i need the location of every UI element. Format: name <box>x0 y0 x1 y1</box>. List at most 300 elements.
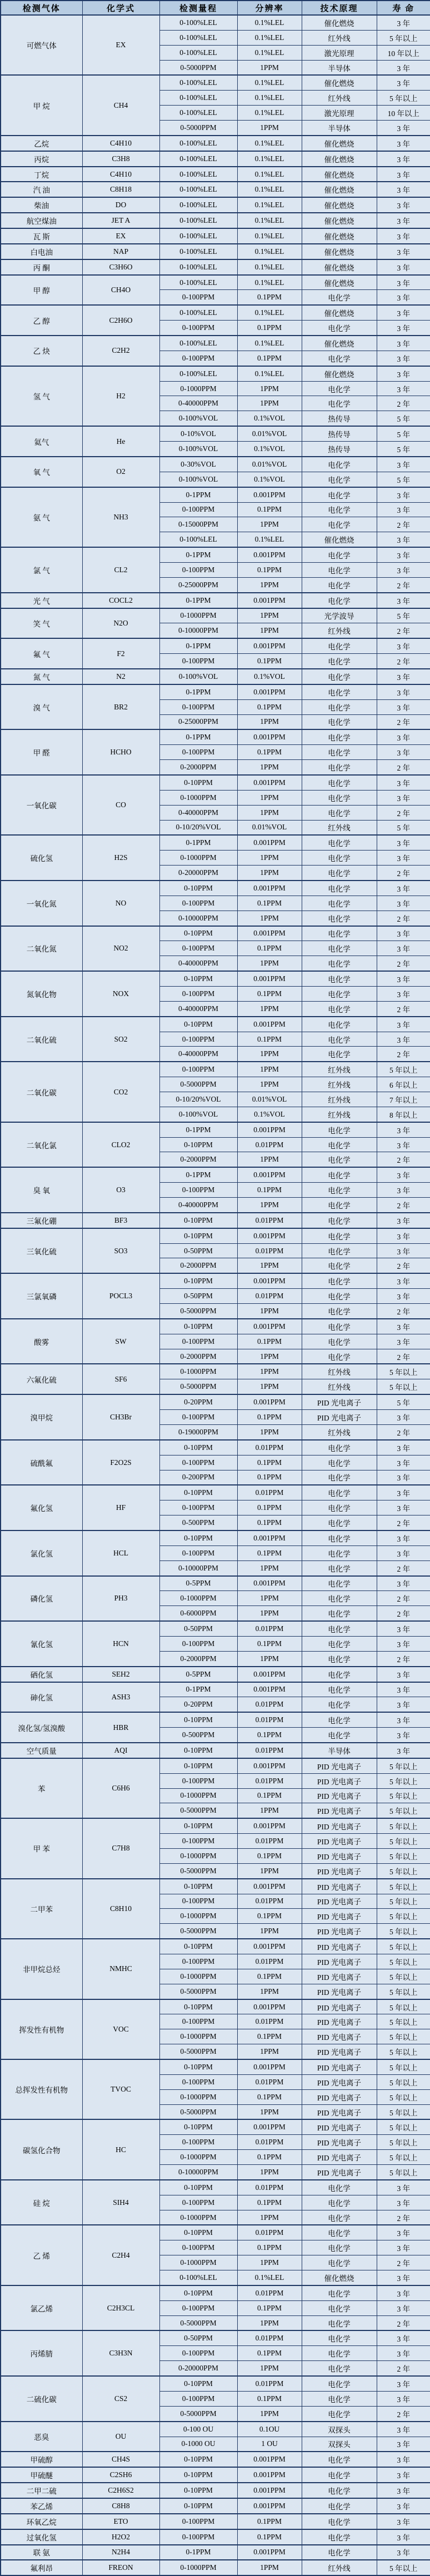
range-cell: 0-1000PPM <box>159 1909 237 1924</box>
resolution-cell: 0.001PPM <box>237 1228 302 1243</box>
gas-name-cell: 二氧化碳 <box>1 1062 82 1122</box>
gas-name-cell: 乙 炔 <box>1 336 82 366</box>
principle-cell: 电化学 <box>302 1440 377 1455</box>
range-cell: 0-50PPM <box>159 2330 237 2345</box>
lifespan-cell: 3 年 <box>377 1697 430 1712</box>
resolution-cell: 0.01PPM <box>237 1743 302 1758</box>
lifespan-cell: 3 年 <box>377 971 430 986</box>
principle-cell: 电化学 <box>302 1530 377 1545</box>
lifespan-cell: 3 年 <box>377 745 430 760</box>
lifespan-cell: 2 年 <box>377 654 430 669</box>
formula-cell: SIH4 <box>82 2180 159 2225</box>
gas-name-cell: 六氟化硫 <box>1 1364 82 1394</box>
gas-name-cell: 三氟化硼 <box>1 1213 82 1228</box>
resolution-cell: 0.01PPM <box>237 2225 302 2240</box>
resolution-cell: 0.1PPM <box>237 654 302 669</box>
resolution-cell: 0.01%VOL <box>237 426 302 441</box>
resolution-cell: 0.001PPM <box>237 1394 302 1409</box>
principle-cell: PID 光电离子 <box>302 2165 377 2180</box>
lifespan-cell: 2 年 <box>377 1515 430 1530</box>
lifespan-cell: 3 年 <box>377 1137 430 1152</box>
resolution-cell: 1PPM <box>237 1924 302 1939</box>
formula-cell: BF3 <box>82 1213 159 1228</box>
principle-cell: 电化学 <box>302 2376 377 2391</box>
principle-cell: 电化学 <box>302 1545 377 1560</box>
lifespan-cell: 2 年 <box>377 1606 430 1621</box>
range-cell: 0-1000PPM <box>159 1591 237 1606</box>
range-cell: 0-10PPM <box>159 1485 237 1500</box>
resolution-cell: 1PPM <box>237 381 302 396</box>
header-gas: 检测气体 <box>1 1 82 15</box>
resolution-cell: 1PPM <box>237 2104 302 2119</box>
principle-cell: 电化学 <box>302 2300 377 2315</box>
principle-cell: 电化学 <box>302 1621 377 1636</box>
formula-cell: CH3Br <box>82 1394 159 1440</box>
principle-cell: 电化学 <box>302 381 377 396</box>
range-cell: 0-10PPM <box>159 2483 237 2498</box>
table-row <box>1 638 430 653</box>
resolution-cell: 0.001PPM <box>237 1682 302 1697</box>
range-cell: 0-1000PPM <box>159 1848 237 1863</box>
range-cell: 0-10PPM <box>159 1530 237 1545</box>
principle-cell: 电化学 <box>302 956 377 971</box>
gas-name-cell: 氢 气 <box>1 366 82 426</box>
resolution-cell: 0.1PPM <box>237 290 302 305</box>
lifespan-cell: 3 年 <box>377 1743 430 1758</box>
formula-cell: HC <box>82 2119 159 2179</box>
resolution-cell: 0.001PPM <box>237 2119 302 2134</box>
range-cell: 0-100%LEL <box>159 213 237 228</box>
lifespan-cell: 2 年 <box>377 623 430 638</box>
range-cell: 0-100PPM <box>159 1455 237 1470</box>
resolution-cell: 1PPM <box>237 911 302 926</box>
formula-cell: OU <box>82 2422 159 2452</box>
range-cell: 0-100PPM <box>159 1334 237 1349</box>
resolution-cell: 0.1%LEL <box>237 366 302 381</box>
lifespan-cell: 2 年 <box>377 2315 430 2330</box>
lifespan-cell: 3 年 <box>377 562 430 577</box>
formula-cell: C8H18 <box>82 182 159 197</box>
range-cell: 0-5PPM <box>159 1576 237 1591</box>
lifespan-cell: 3 年 <box>377 1334 430 1349</box>
resolution-cell: 0.001PPM <box>237 2498 302 2514</box>
lifespan-cell: 3 年 <box>377 1621 430 1636</box>
lifespan-cell: 5 年以上 <box>377 1788 430 1803</box>
resolution-cell: 0.001PPM <box>237 1818 302 1833</box>
gas-name-cell: 碳氢化合物 <box>1 2119 82 2179</box>
lifespan-cell: 3 年 <box>377 1470 430 1485</box>
lifespan-cell: 2 年 <box>377 2361 430 2376</box>
lifespan-cell: 3 年 <box>377 321 430 336</box>
principle-cell: PID 光电离子 <box>302 1394 377 1409</box>
formula-cell: C2H2 <box>82 336 159 366</box>
table-row <box>1 228 430 244</box>
range-cell: 0-10PPM <box>159 2285 237 2300</box>
lifespan-cell: 2 年 <box>377 1349 430 1364</box>
principle-cell: PID 光电离子 <box>302 1834 377 1849</box>
table-row <box>1 1621 430 1636</box>
lifespan-cell: 3 年 <box>377 75 430 90</box>
formula-cell: AQI <box>82 1743 159 1758</box>
resolution-cell: 0.001PPM <box>237 638 302 653</box>
principle-cell: 电化学 <box>302 1213 377 1228</box>
resolution-cell: 1PPM <box>237 1424 302 1439</box>
range-cell: 0-100PPM <box>159 2346 237 2361</box>
principle-cell: 激光原理 <box>302 45 377 60</box>
lifespan-cell: 3 年 <box>377 2498 430 2514</box>
range-cell: 0-5000PPM <box>159 1924 237 1939</box>
lifespan-cell: 3 年 <box>377 851 430 866</box>
range-cell: 0-1PPM <box>159 684 237 699</box>
principle-cell: 催化燃烧 <box>302 15 377 30</box>
resolution-cell: 0.1PPM <box>237 745 302 760</box>
resolution-cell: 0.1%VOL <box>237 472 302 487</box>
table-row <box>1 608 430 623</box>
formula-cell: C8H10 <box>82 1879 159 1939</box>
lifespan-cell: 3 年 <box>377 60 430 75</box>
range-cell: 0-10PPM <box>159 1743 237 1758</box>
gas-name-cell: 溴化氢/氢溴酸 <box>1 1712 82 1743</box>
gas-name-cell: 二氧化氮 <box>1 926 82 972</box>
resolution-cell: 0.1PPM <box>237 2150 302 2165</box>
lifespan-cell: 3 年 <box>377 941 430 956</box>
lifespan-cell: 5 年 <box>377 608 430 623</box>
range-cell: 0-100PPM <box>159 896 237 911</box>
formula-cell: CLO2 <box>82 1122 159 1168</box>
lifespan-cell: 3 年 <box>377 2452 430 2467</box>
range-cell: 0-10PPM <box>159 1440 237 1455</box>
range-cell: 0-100PPM <box>159 321 237 336</box>
range-cell: 0-2000PPM <box>159 1258 237 1273</box>
principle-cell: 电化学 <box>302 1560 377 1575</box>
range-cell: 0-100PPM <box>159 351 237 366</box>
table-row <box>1 213 430 228</box>
gas-name-cell: 瓦 斯 <box>1 228 82 244</box>
lifespan-cell: 3 年 <box>377 1728 430 1743</box>
resolution-cell: 0.1%LEL <box>237 228 302 244</box>
gas-name-cell: 笑 气 <box>1 608 82 639</box>
lifespan-cell: 2 年 <box>377 1198 430 1213</box>
resolution-cell: 1PPM <box>237 2406 302 2421</box>
formula-cell: SW <box>82 1319 159 1364</box>
gas-name-cell: 二甲二硫 <box>1 2483 82 2498</box>
lifespan-cell: 5 年 <box>377 820 430 835</box>
range-cell: 0-1000PPM <box>159 790 237 805</box>
principle-cell: 红外线 <box>302 1062 377 1077</box>
resolution-cell: 0.1PPM <box>237 2391 302 2406</box>
table-row <box>1 2285 430 2300</box>
resolution-cell: 0.001PPM <box>237 971 302 986</box>
lifespan-cell: 3 年 <box>377 1500 430 1515</box>
table-row <box>1 2180 430 2195</box>
range-cell: 0-10PPM <box>159 1228 237 1243</box>
range-cell: 0-40000PPM <box>159 1047 237 1062</box>
range-cell: 0-1000PPM <box>159 381 237 396</box>
resolution-cell: 0.01PPM <box>237 1834 302 1849</box>
lifespan-cell: 2 年 <box>377 1258 430 1273</box>
lifespan-cell: 3 年 <box>377 1243 430 1258</box>
range-cell: 0-10000PPM <box>159 1560 237 1575</box>
lifespan-cell: 3 年 <box>377 2270 430 2285</box>
range-cell: 0-10/20%VOL <box>159 1092 237 1107</box>
range-cell: 0-1000PPM <box>159 2150 237 2165</box>
resolution-cell: 0.1PPM <box>237 1032 302 1047</box>
range-cell: 0-5000PPM <box>159 2104 237 2119</box>
lifespan-cell: 3 年 <box>377 121 430 136</box>
resolution-cell: 0.1%VOL <box>237 669 302 684</box>
lifespan-cell: 3 年 <box>377 1545 430 1560</box>
lifespan-cell: 3 年 <box>377 638 430 653</box>
resolution-cell: 0.001PPM <box>237 2483 302 2498</box>
principle-cell: 半导体 <box>302 60 377 75</box>
lifespan-cell: 5 年以上 <box>377 1848 430 1863</box>
lifespan-cell: 2 年 <box>377 956 430 971</box>
lifespan-cell: 3 年 <box>377 2300 430 2315</box>
lifespan-cell: 3 年 <box>377 275 430 290</box>
resolution-cell: 0.1%LEL <box>237 45 302 60</box>
lifespan-cell: 3 年 <box>377 151 430 167</box>
resolution-cell: 1PPM <box>237 790 302 805</box>
resolution-cell: 0.001PPM <box>237 1939 302 1954</box>
table-row <box>1 1879 430 1894</box>
principle-cell: 电化学 <box>302 911 377 926</box>
range-cell: 0-1000PPM <box>159 1969 237 1984</box>
principle-cell: 红外线 <box>302 30 377 45</box>
principle-cell: 电化学 <box>302 1591 377 1606</box>
formula-cell: HF <box>82 1485 159 1530</box>
lifespan-cell: 3 年 <box>377 1440 430 1455</box>
lifespan-cell: 2 年 <box>377 1591 430 1606</box>
principle-cell: 电化学 <box>302 1032 377 1047</box>
table-row <box>1 336 430 351</box>
lifespan-cell: 3 年 <box>377 896 430 911</box>
gas-name-cell: 氯 气 <box>1 547 82 593</box>
gas-name-cell: 乙烷 <box>1 136 82 151</box>
table-row <box>1 1017 430 1032</box>
range-cell: 0-100%LEL <box>159 228 237 244</box>
principle-cell: 电化学 <box>302 941 377 956</box>
resolution-cell: 0.1PPM <box>237 1636 302 1651</box>
principle-cell: 催化燃烧 <box>302 213 377 228</box>
principle-cell: 红外线 <box>302 623 377 638</box>
resolution-cell: 1PPM <box>237 2560 302 2575</box>
lifespan-cell: 3 年 <box>377 457 430 472</box>
lifespan-cell: 3 年 <box>377 213 430 228</box>
range-cell: 0-1000PPM <box>159 2560 237 2575</box>
principle-cell: PID 光电离子 <box>302 1999 377 2014</box>
resolution-cell: 1PPM <box>237 517 302 532</box>
lifespan-cell: 5 年 <box>377 426 430 441</box>
resolution-cell: 0.1PPM <box>237 1545 302 1560</box>
formula-cell: H2O2 <box>82 2529 159 2545</box>
table-row <box>1 305 430 320</box>
formula-cell: H2S <box>82 835 159 881</box>
lifespan-cell: 3 年 <box>377 244 430 259</box>
principle-cell: 电化学 <box>302 987 377 1002</box>
resolution-cell: 0.001PPM <box>237 684 302 699</box>
principle-cell: 催化燃烧 <box>302 305 377 320</box>
range-cell: 0-15000PPM <box>159 517 237 532</box>
principle-cell: 电化学 <box>302 1137 377 1152</box>
principle-cell: 电化学 <box>302 2285 377 2300</box>
formula-cell: COCL2 <box>82 593 159 608</box>
formula-cell: ASH3 <box>82 1682 159 1713</box>
gas-name-cell: 二硫化碳 <box>1 2376 82 2422</box>
range-cell: 0-10PPM <box>159 1319 237 1334</box>
gas-name-cell: 酸雾 <box>1 1319 82 1364</box>
resolution-cell: 1PPM <box>237 121 302 136</box>
lifespan-cell: 5 年 <box>377 472 430 487</box>
gas-name-cell: 航空煤油 <box>1 213 82 228</box>
principle-cell: 电化学 <box>302 2346 377 2361</box>
resolution-cell: 0.001PPM <box>237 1530 302 1545</box>
table-row <box>1 167 430 182</box>
range-cell: 0-5000PPM <box>159 2044 237 2059</box>
lifespan-cell: 3 年 <box>377 1122 430 1137</box>
formula-cell: EX <box>82 15 159 75</box>
resolution-cell: 0.1PPM <box>237 2089 302 2104</box>
principle-cell: 电化学 <box>302 1167 377 1182</box>
principle-cell: 电化学 <box>302 487 377 502</box>
range-cell: 0-1PPM <box>159 729 237 744</box>
principle-cell: 电化学 <box>302 1304 377 1319</box>
range-cell: 0-100PPM <box>159 1062 237 1077</box>
principle-cell: 电化学 <box>302 290 377 305</box>
principle-cell: 电化学 <box>302 1243 377 1258</box>
principle-cell: 电化学 <box>302 1001 377 1016</box>
resolution-cell: 0.001PPM <box>237 2467 302 2483</box>
range-cell: 0-19000PPM <box>159 1424 237 1439</box>
resolution-cell: 0.1PPM <box>237 351 302 366</box>
range-cell: 0-1PPM <box>159 487 237 502</box>
table-row <box>1 182 430 197</box>
gas-name-cell: 氟 气 <box>1 638 82 669</box>
range-cell: 0-50PPM <box>159 1621 237 1636</box>
gas-name-cell: 柴油 <box>1 197 82 213</box>
formula-cell: SF6 <box>82 1364 159 1394</box>
principle-cell: 电化学 <box>302 2240 377 2255</box>
gas-name-cell: 环氧乙烷 <box>1 2514 82 2529</box>
resolution-cell: 1PPM <box>237 2044 302 2059</box>
resolution-cell: 0.001PPM <box>237 1319 302 1334</box>
range-cell: 0-40000PPM <box>159 396 237 411</box>
principle-cell: 电化学 <box>302 2452 377 2467</box>
table-row <box>1 136 430 151</box>
range-cell: 0-100PPM <box>159 1773 237 1788</box>
lifespan-cell: 5 年以上 <box>377 1984 430 1999</box>
lifespan-cell: 6 年以上 <box>377 1077 430 1092</box>
table-row <box>1 426 430 441</box>
lifespan-cell: 3 年 <box>377 1017 430 1032</box>
range-cell: 0-100%LEL <box>159 275 237 290</box>
formula-cell: O3 <box>82 1167 159 1213</box>
resolution-cell: 0.1PPM <box>237 1470 302 1485</box>
resolution-cell: 0.001PPM <box>237 487 302 502</box>
lifespan-cell: 3 年 <box>377 669 430 684</box>
range-cell: 0-100PPM <box>159 699 237 714</box>
range-cell: 0-10PPM <box>159 1017 237 1032</box>
lifespan-cell: 3 年 <box>377 2195 430 2210</box>
range-cell: 0-1PPM <box>159 638 237 653</box>
principle-cell: 电化学 <box>302 2406 377 2421</box>
principle-cell: PID 光电离子 <box>302 2014 377 2029</box>
lifespan-cell: 5 年以上 <box>377 1969 430 1984</box>
table-row <box>1 2330 430 2345</box>
range-cell: 0-100PPM <box>159 1954 237 1969</box>
principle-cell: 红外线 <box>302 1077 377 1092</box>
table-row <box>1 1228 430 1243</box>
range-cell: 0-100%LEL <box>159 244 237 259</box>
formula-cell: C6H6 <box>82 1758 159 1818</box>
gas-name-cell: 二氧化氯 <box>1 1122 82 1168</box>
resolution-cell: 0.1PPM <box>237 1969 302 1984</box>
resolution-cell: 1PPM <box>237 1379 302 1394</box>
principle-cell: 电化学 <box>302 2330 377 2345</box>
principle-cell: PID 光电离子 <box>302 1410 377 1425</box>
table-row <box>1 1530 430 1545</box>
resolution-cell: 1PPM <box>237 577 302 592</box>
formula-cell: CH4S <box>82 2452 159 2467</box>
formula-cell: NAP <box>82 244 159 259</box>
range-cell: 0-1PPM <box>159 2545 237 2560</box>
principle-cell: PID 光电离子 <box>302 1758 377 1773</box>
range-cell: 0-100%VOL <box>159 1107 237 1122</box>
lifespan-cell: 3 年 <box>377 1183 430 1198</box>
lifespan-cell: 3 年 <box>377 167 430 182</box>
table-row <box>1 775 430 790</box>
resolution-cell: 1PPM <box>237 1349 302 1364</box>
principle-cell: PID 光电离子 <box>302 1788 377 1803</box>
lifespan-cell: 5 年以上 <box>377 1954 430 1969</box>
lifespan-cell: 5 年以上 <box>377 1758 430 1773</box>
principle-cell: PID 光电离子 <box>302 1894 377 1909</box>
lifespan-cell: 3 年 <box>377 2529 430 2545</box>
principle-cell: PID 光电离子 <box>302 1924 377 1939</box>
range-cell: 0-10PPM <box>159 1712 237 1727</box>
principle-cell: 电化学 <box>302 1017 377 1032</box>
lifespan-cell: 3 年 <box>377 593 430 608</box>
principle-cell: 电化学 <box>302 971 377 986</box>
header-lifespan: 寿 命 <box>377 1 430 15</box>
formula-cell: VOC <box>82 1999 159 2059</box>
lifespan-cell: 2 年 <box>377 805 430 820</box>
range-cell: 0-1000PPM <box>159 1788 237 1803</box>
lifespan-cell: 5 年以上 <box>377 1364 430 1379</box>
lifespan-cell: 3 年 <box>377 926 430 941</box>
lifespan-cell: 5 年以上 <box>377 1924 430 1939</box>
lifespan-cell: 3 年 <box>377 1682 430 1697</box>
range-cell: 0-10000PPM <box>159 623 237 638</box>
resolution-cell: 0.001PPM <box>237 881 302 896</box>
lifespan-cell: 3 年 <box>377 381 430 396</box>
range-cell: 0-2000PPM <box>159 1349 237 1364</box>
resolution-cell: 0.1PPM <box>237 941 302 956</box>
table-row <box>1 1167 430 1182</box>
formula-cell: N2H4 <box>82 2545 159 2560</box>
resolution-cell: 0.1PPM <box>237 2195 302 2210</box>
principle-cell: 电化学 <box>302 1334 377 1349</box>
range-cell: 0-2000PPM <box>159 1152 237 1167</box>
resolution-cell: 0.01PPM <box>237 2014 302 2029</box>
principle-cell: 催化燃烧 <box>302 228 377 244</box>
lifespan-cell: 10 年以上 <box>377 45 430 60</box>
gas-name-cell: 氟利昂 <box>1 2560 82 2575</box>
principle-cell: 催化燃烧 <box>302 532 377 547</box>
principle-cell: PID 光电离子 <box>302 1939 377 1954</box>
formula-cell: NMHC <box>82 1939 159 1999</box>
range-cell: 0-100%LEL <box>159 182 237 197</box>
principle-cell: 半导体 <box>302 1743 377 1758</box>
